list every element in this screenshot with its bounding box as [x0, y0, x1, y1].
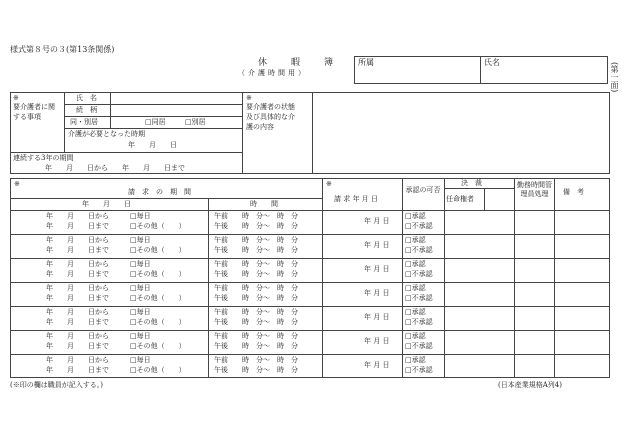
row-disapprove-checkbox[interactable]: □不承認	[405, 294, 433, 302]
row-every-day-checkbox[interactable]: □毎日	[130, 212, 151, 220]
condition-label-2: 及び具体的な介	[246, 113, 295, 121]
row-pm-time: 午後 時 分～ 時 分	[214, 318, 298, 326]
row-date-to: 年 月 日まで	[46, 318, 109, 326]
row-approve-checkbox[interactable]: □承認	[405, 260, 426, 268]
row-date-from: 年 月 日から	[46, 236, 109, 244]
row-date-from: 年 月 日から	[46, 212, 109, 220]
row-other-checkbox[interactable]: □その他（ ）	[130, 342, 186, 350]
row-am-time: 午前 時 分～ 時 分	[214, 212, 298, 220]
cohabit-checkbox[interactable]: □同居	[145, 118, 166, 126]
table-asterisk-left: ※	[14, 180, 20, 188]
row-date-from: 年 月 日から	[46, 332, 109, 340]
row-disapprove-checkbox[interactable]: □不承認	[405, 222, 433, 230]
row-am-time: 午前 時 分～ 時 分	[214, 356, 298, 364]
affiliation-name-box	[354, 56, 608, 84]
row-divider	[10, 354, 610, 355]
row-approve-checkbox[interactable]: □承認	[405, 284, 426, 292]
time-col-header: 時 間	[250, 200, 278, 208]
row-request-date: 年 月 日	[364, 361, 390, 369]
row-request-date: 年 月 日	[364, 313, 390, 321]
row-every-day-checkbox[interactable]: □毎日	[130, 260, 151, 268]
row-am-time: 午前 時 分～ 時 分	[214, 308, 298, 316]
row-other-checkbox[interactable]: □その他（ ）	[130, 222, 186, 230]
attendance-header: 勤務時間管理員処理	[517, 181, 552, 199]
row-divider	[10, 282, 610, 283]
condition-asterisk: ※	[246, 94, 252, 102]
row-approve-checkbox[interactable]: □承認	[405, 212, 426, 220]
row-pm-time: 午後 時 分～ 時 分	[214, 246, 298, 254]
row-approve-checkbox[interactable]: □承認	[405, 332, 426, 340]
row-date-to: 年 月 日まで	[46, 342, 109, 350]
row-date-to: 年 月 日まで	[46, 294, 109, 302]
row-divider	[10, 210, 610, 211]
row-disapprove-checkbox[interactable]: □不承認	[405, 246, 433, 254]
row-disapprove-checkbox[interactable]: □不承認	[405, 270, 433, 278]
row-other-checkbox[interactable]: □その他（ ）	[130, 318, 186, 326]
row-every-day-checkbox[interactable]: □毎日	[130, 236, 151, 244]
row-approve-checkbox[interactable]: □承認	[405, 356, 426, 364]
row-every-day-checkbox[interactable]: □毎日	[130, 356, 151, 364]
row-date-to: 年 月 日まで	[46, 246, 109, 254]
row-approve-checkbox[interactable]: □承認	[405, 236, 426, 244]
row-date-from: 年 月 日から	[46, 308, 109, 316]
row-divider	[10, 258, 610, 259]
row-request-date: 年 月 日	[364, 217, 390, 225]
care-relation-label: 続 柄	[76, 106, 97, 114]
date-col-header: 年 月 日	[82, 200, 131, 208]
period-value: 年 月 日から 年 月 日まで	[45, 164, 185, 172]
row-other-checkbox[interactable]: □その他（ ）	[130, 366, 186, 374]
row-am-time: 午前 時 分～ 時 分	[214, 260, 298, 268]
condition-label-1: 要介護者の状態	[246, 103, 295, 111]
remarks-header: 備 考	[563, 188, 584, 196]
row-request-date: 年 月 日	[364, 337, 390, 345]
approval-header: 承認の可否	[405, 186, 441, 194]
row-am-time: 午前 時 分～ 時 分	[214, 236, 298, 244]
condition-label-3: 護の内容	[246, 123, 274, 131]
row-divider	[10, 330, 610, 331]
need-care-label: 介護が必要となった時期	[68, 130, 145, 138]
row-date-from: 年 月 日から	[46, 356, 109, 364]
affiliation-label: 所属	[358, 58, 374, 67]
footer-note: (※印の欄は職員が記入する。)	[10, 381, 103, 389]
row-date-to: 年 月 日まで	[46, 270, 109, 278]
care-name-label: 氏 名	[76, 94, 97, 102]
row-pm-time: 午後 時 分～ 時 分	[214, 294, 298, 302]
page-label: (第一面)	[610, 62, 619, 93]
care-asterisk: ※	[13, 94, 19, 102]
decision-header: 決 裁	[461, 179, 482, 187]
care-cohabit-label: 同・別居	[70, 118, 98, 126]
row-disapprove-checkbox[interactable]: □不承認	[405, 342, 433, 350]
row-pm-time: 午後 時 分～ 時 分	[214, 270, 298, 278]
row-divider	[10, 234, 610, 235]
footer-standard: (日本産業規格A列4)	[498, 381, 562, 389]
row-other-checkbox[interactable]: □その他（ ）	[130, 270, 186, 278]
row-other-checkbox[interactable]: □その他（ ）	[130, 246, 186, 254]
authority-header: 任命権者	[446, 195, 474, 203]
row-date-from: 年 月 日から	[46, 260, 109, 268]
care-section-label-1: 要介護者に関	[13, 103, 55, 111]
row-pm-time: 午後 時 分～ 時 分	[214, 222, 298, 230]
row-request-date: 年 月 日	[364, 241, 390, 249]
form-title: 休 暇 簿	[258, 58, 336, 68]
row-date-to: 年 月 日まで	[46, 222, 109, 230]
separate-checkbox[interactable]: □別居	[185, 118, 206, 126]
form-number: 様式第８号の３(第13条関係)	[10, 45, 115, 54]
row-request-date: 年 月 日	[364, 289, 390, 297]
row-pm-time: 午後 時 分～ 時 分	[214, 366, 298, 374]
row-every-day-checkbox[interactable]: □毎日	[130, 284, 151, 292]
request-period-header: 請 求 の 期 間	[128, 188, 191, 196]
table-asterisk-right: ※	[326, 180, 332, 188]
need-care-date: 年 月 日	[128, 141, 177, 149]
row-date-to: 年 月 日まで	[46, 366, 109, 374]
row-pm-time: 午後 時 分～ 時 分	[214, 342, 298, 350]
row-disapprove-checkbox[interactable]: □不承認	[405, 318, 433, 326]
row-every-day-checkbox[interactable]: □毎日	[130, 308, 151, 316]
row-am-time: 午前 時 分～ 時 分	[214, 284, 298, 292]
row-date-from: 年 月 日から	[46, 284, 109, 292]
period-label: 連続する3年の期間	[13, 154, 74, 162]
row-approve-checkbox[interactable]: □承認	[405, 308, 426, 316]
row-every-day-checkbox[interactable]: □毎日	[130, 332, 151, 340]
request-date-header: 請 求 年 月 日	[334, 195, 378, 203]
form-subtitle: （介護時間用）	[238, 69, 308, 77]
row-disapprove-checkbox[interactable]: □不承認	[405, 366, 433, 374]
name-label: 氏名	[484, 58, 500, 67]
row-divider	[10, 306, 610, 307]
row-other-checkbox[interactable]: □その他（ ）	[130, 294, 186, 302]
row-request-date: 年 月 日	[364, 265, 390, 273]
row-am-time: 午前 時 分～ 時 分	[214, 332, 298, 340]
care-section-label-2: する事項	[13, 113, 41, 121]
